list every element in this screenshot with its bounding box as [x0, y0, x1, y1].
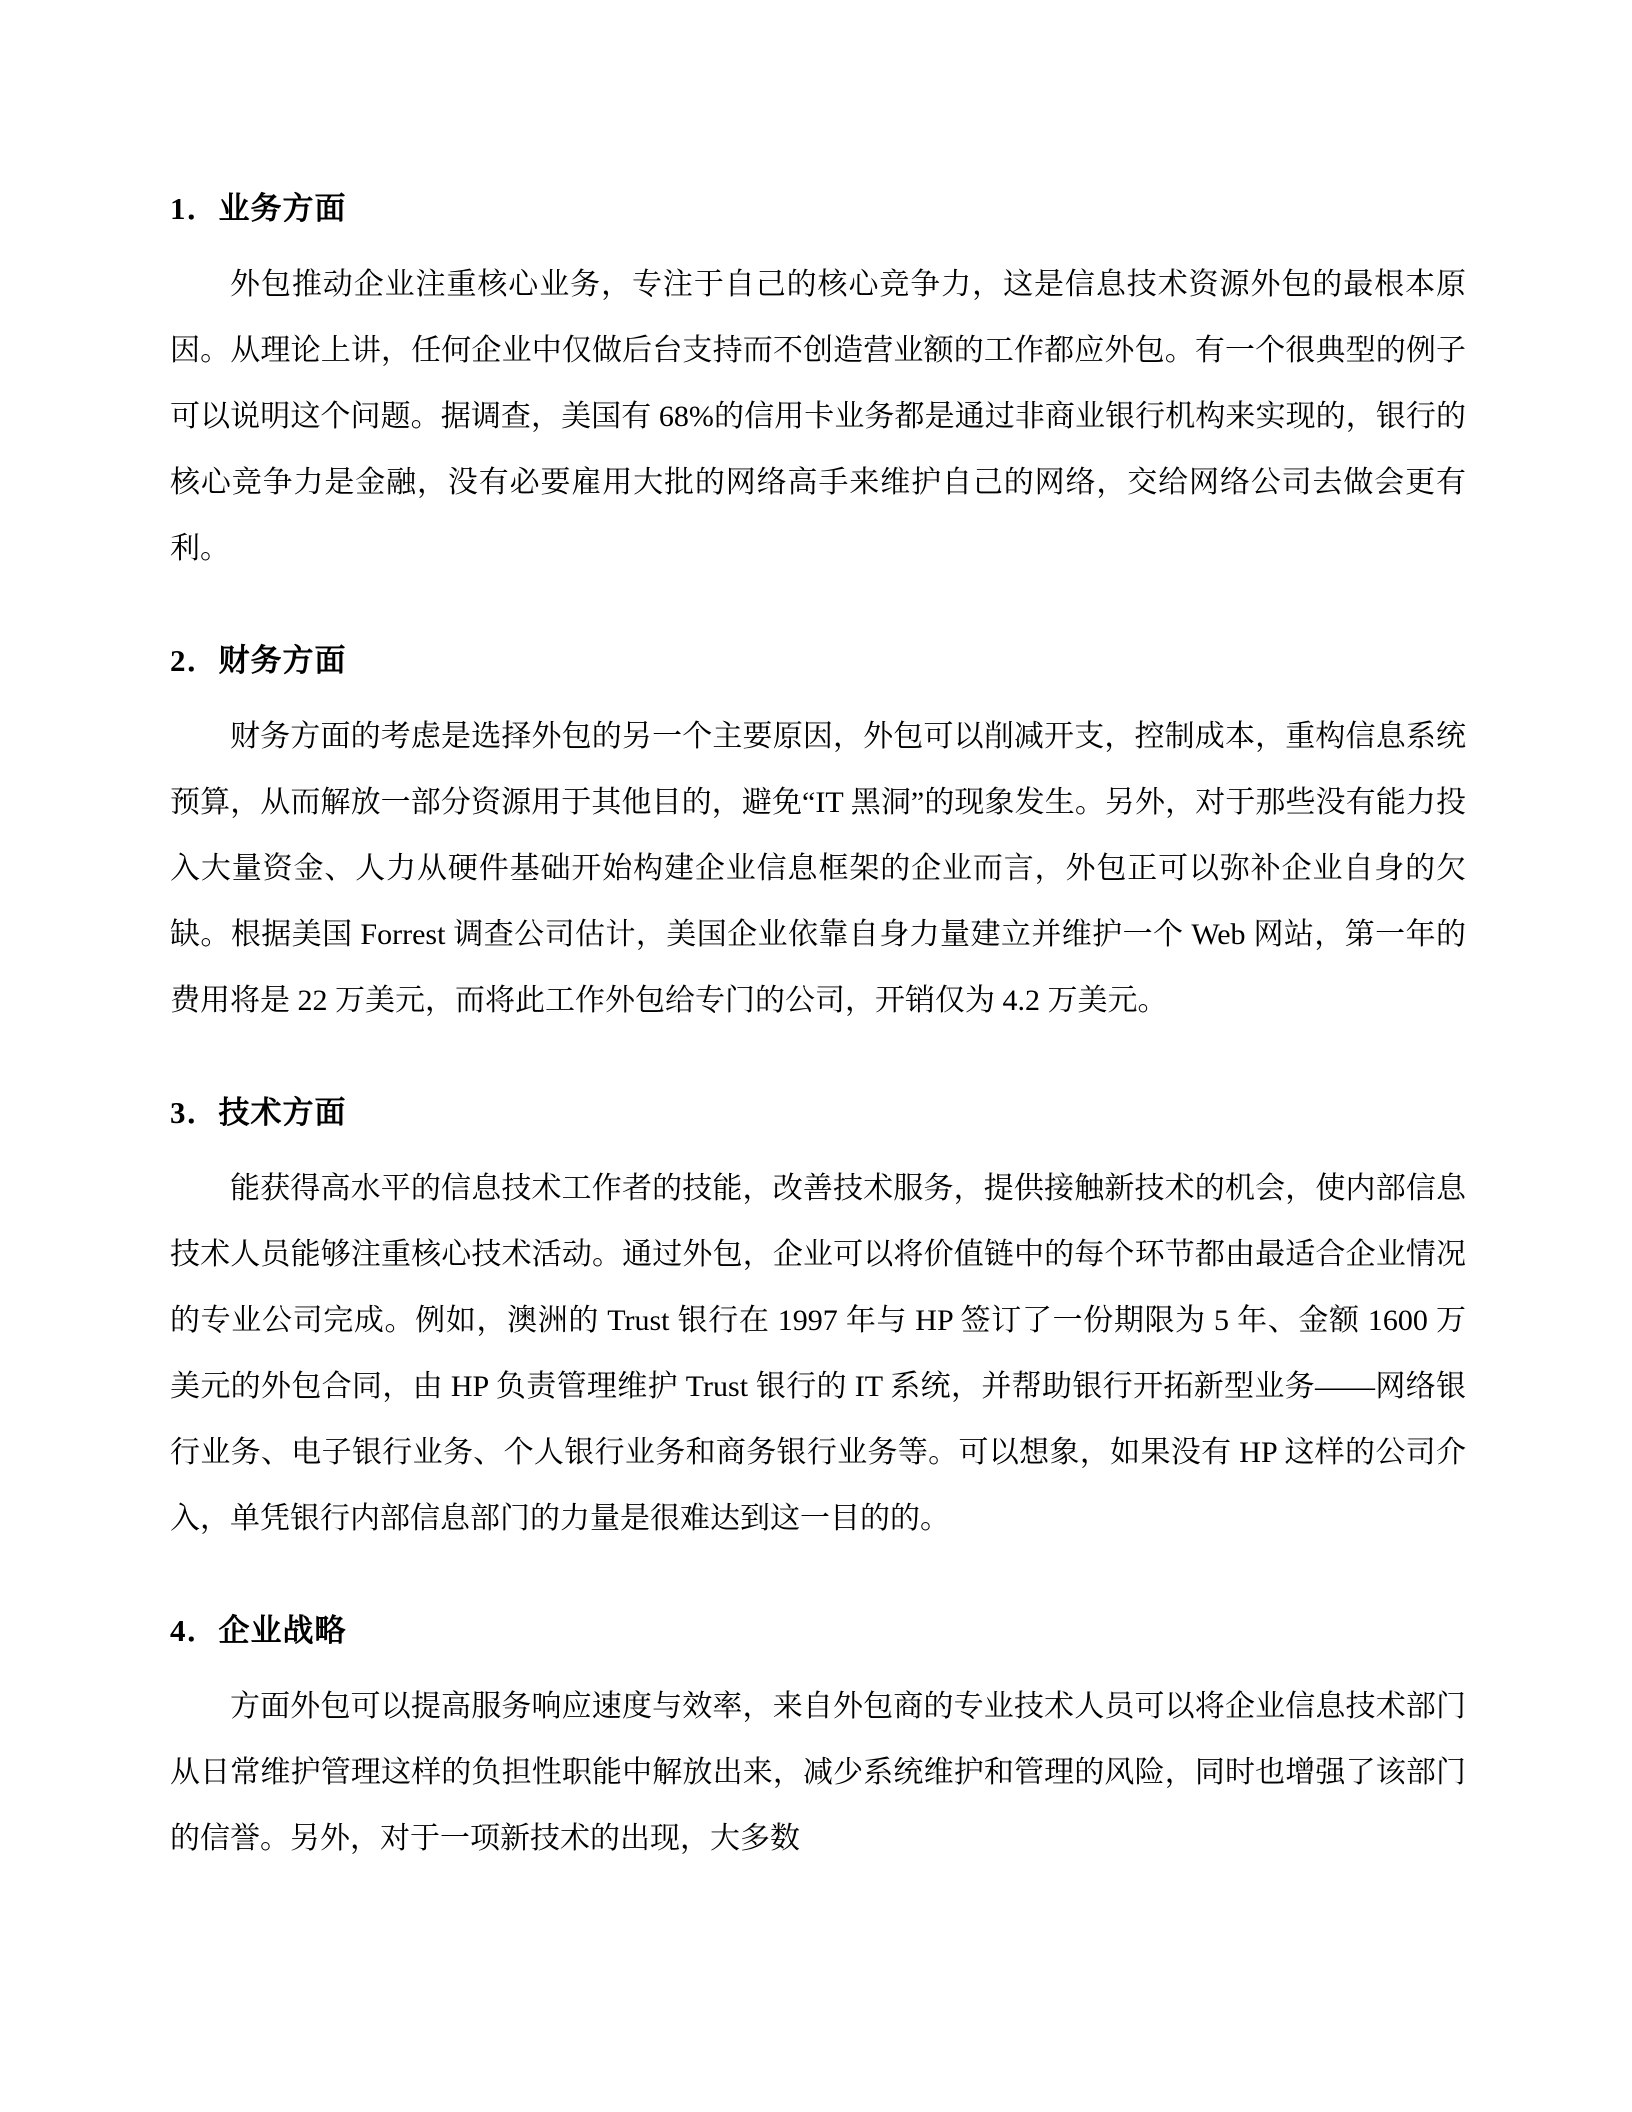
section-paragraph: 方面外包可以提高服务响应速度与效率，来自外包商的专业技术人员可以将企业信息技术部门从日常维护管理这样的负担性职能中解放出来，减少系统维护和管理的风险，同时也增强了该部门的信誉。另外，对于一项新技术的出现，大多数: [170, 1690, 1466, 1855]
section-heading: 3．技术方面: [170, 1095, 347, 1130]
section-4: [170, 1610, 1466, 1872]
section-heading: 4．企业战略: [170, 1613, 347, 1648]
section-2: [170, 640, 1466, 1034]
section-heading: 2．财务方面: [170, 643, 347, 678]
section-paragraph: 外包推动企业注重核心业务，专注于自己的核心竞争力，这是信息技术资源外包的最根本原因。从理论上讲，任何企业中仅做后台支持而不创造营业额的工作都应外包。有一个很典型的例子可以说明这个问题。据调查，美国有 68%的信用卡业务都是通过非商业银行机构来实现的，银行的核心竞争力是金融，没有必要雇用大批的网络高手来维护自己的网络，交给网络公司去做会更有利。: [170, 268, 1466, 565]
section-paragraph: 财务方面的考虑是选择外包的另一个主要原因，外包可以削减开支，控制成本，重构信息系统预算，从而解放一部分资源用于其他目的，避免“IT 黑洞”的现象发生。另外，对于那些没有能力投入大量资金、人力从硬件基础开始构建企业信息框架的企业而言，外包正可以弥补企业自身的欠缺。根据美国 Forrest 调查公司估计，美国企业依靠自身力量建立并维护一个 Web 网站，第一年的费用将是 22 万美元，而将此工作外包给专门的公司，开销仅为 4.2 万美元。: [170, 720, 1466, 1017]
section-heading: 1．业务方面: [170, 191, 347, 226]
section-1: [170, 188, 1466, 582]
section-3: [170, 1092, 1466, 1552]
section-paragraph: 能获得高水平的信息技术工作者的技能，改善技术服务，提供接触新技术的机会，使内部信息技术人员能够注重核心技术活动。通过外包，企业可以将价值链中的每个环节都由最适合企业情况的专业公司完成。例如，澳洲的 Trust 银行在 1997 年与 HP 签订了一份期限为 5 年、金额 1600 万美元的外包合同，由 HP 负责管理维护 Trust 银行的 IT 系统，并帮助银行开拓新型业务——网络银行业务、电子银行业务、个人银行业务和商务银行业务等。可以想象，如果没有 HP 这样的公司介入，单凭银行内部信息部门的力量是很难达到这一目的的。: [170, 1172, 1466, 1535]
